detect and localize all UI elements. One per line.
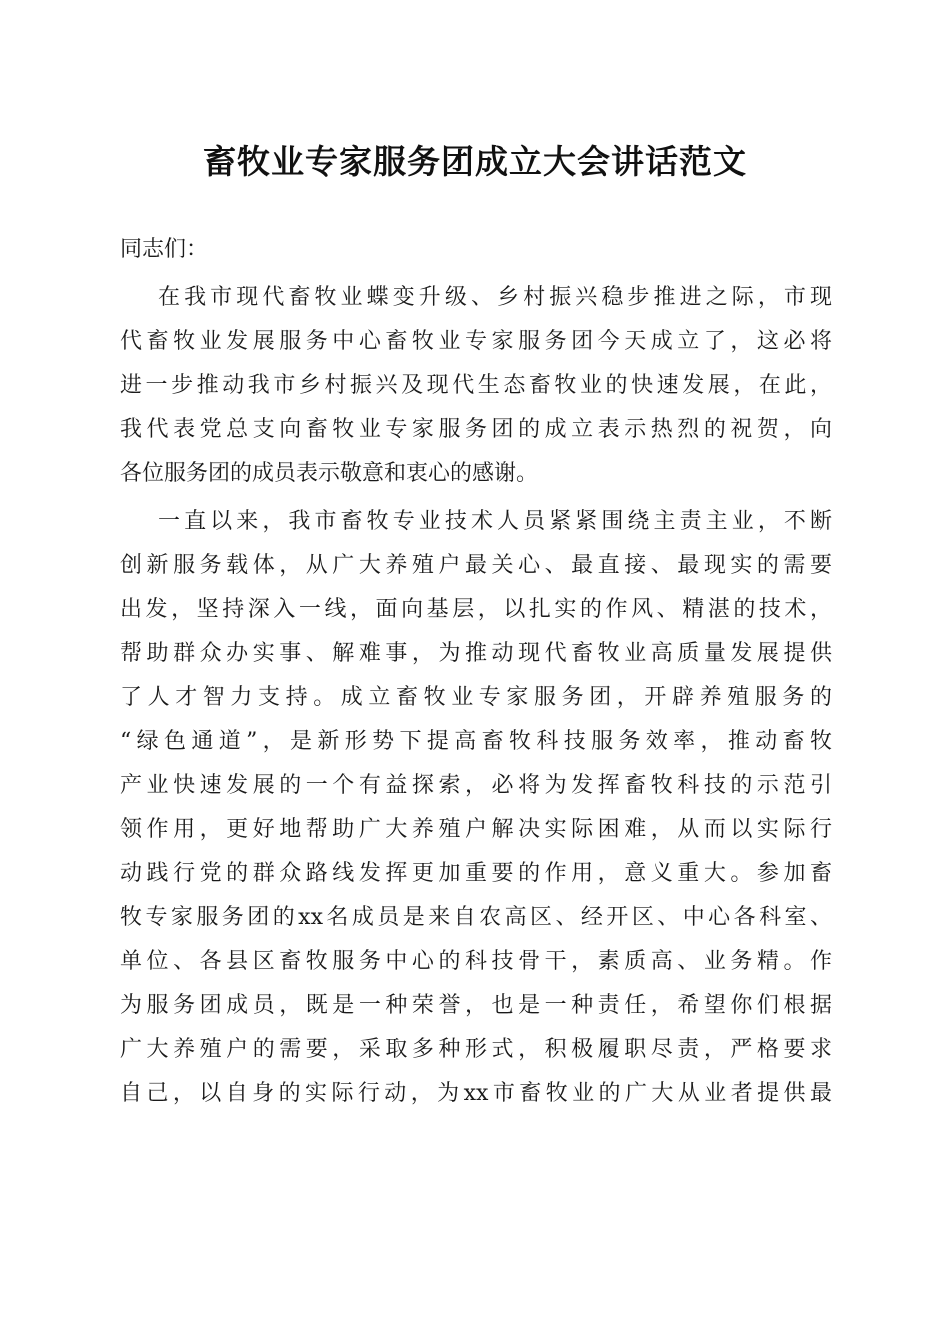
paragraph-2-line-13: 广大养殖户的需要，采取多种形式，积极履职尽责，严格要求 <box>120 1037 832 1062</box>
salutation: 同志们： <box>120 237 209 262</box>
paragraph-2-line-9: 动践行党的群众路线发挥更加重要的作用，意义重大。参加畜 <box>120 861 832 886</box>
paragraph-2-line-1: 一直以来，我市畜牧专业技术人员紧紧围绕主责主业，不断 <box>158 509 832 534</box>
paragraph-2-line-4: 帮助群众办实事、解难事，为推动现代畜牧业高质量发展提供 <box>120 641 832 666</box>
paragraph-1-line-3: 进一步推动我市乡村振兴及现代生态畜牧业的快速发展，在此， <box>120 373 832 398</box>
document-title: 畜牧业专家服务团成立大会讲话范文 <box>203 142 747 181</box>
paragraph-2-line-3: 出发，坚持深入一线，面向基层，以扎实的作风、精湛的技术， <box>120 597 832 622</box>
paragraph-2-line-7: 产业快速发展的一个有益探索，必将为发挥畜牧科技的示范引 <box>120 773 832 798</box>
paragraph-1-line-5: 各位服务团的成员表示敬意和衷心的感谢。 <box>120 461 539 486</box>
paragraph-2-line-11: 单位、各县区畜牧服务中心的科技骨干，素质高、业务精。作 <box>120 949 832 974</box>
paragraph-2-line-2: 创新服务载体，从广大养殖户最关心、最直接、最现实的需要 <box>120 553 832 578</box>
paragraph-1-line-4: 我代表党总支向畜牧业专家服务团的成立表示热烈的祝贺，向 <box>120 417 832 442</box>
paragraph-2-line-8: 领作用，更好地帮助广大养殖户解决实际困难，从而以实际行 <box>120 817 832 842</box>
paragraph-2-line-6: “绿色通道”，是新形势下提高畜牧科技服务效率，推动畜牧 <box>120 729 832 754</box>
paragraph-2-line-14: 自己，以自身的实际行动，为xx市畜牧业的广大从业者提供最 <box>120 1081 832 1106</box>
paragraph-1-line-1: 在我市现代畜牧业蝶变升级、乡村振兴稳步推进之际，市现 <box>158 285 832 310</box>
paragraph-1-line-2: 代畜牧业发展服务中心畜牧业专家服务团今天成立了，这必将 <box>120 329 832 354</box>
paragraph-2-line-12: 为服务团成员，既是一种荣誉，也是一种责任，希望你们根据 <box>120 993 832 1018</box>
paragraph-2-line-5: 了人才智力支持。成立畜牧业专家服务团，开辟养殖服务的 <box>120 685 832 710</box>
paragraph-2-line-10: 牧专家服务团的xx名成员是来自农高区、经开区、中心各科室、 <box>120 905 832 930</box>
